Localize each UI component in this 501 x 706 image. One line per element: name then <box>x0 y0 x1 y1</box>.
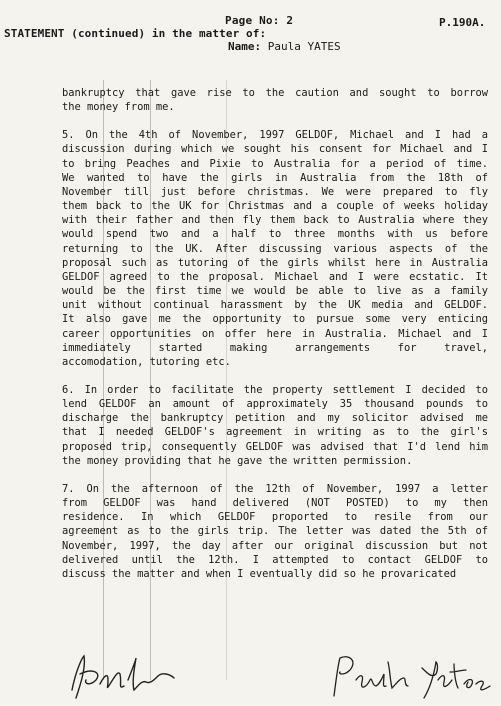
paragraph-line: to bring Peaches and Pixie to Australia for a period of time. <box>62 157 488 170</box>
page-number: Page No: 2 <box>225 14 294 27</box>
paragraph-line: the money providing that he gave the written permission. <box>62 454 413 467</box>
paragraph-line: 7. On the afternoon of the 12th of November, 1997 a letter <box>62 482 488 495</box>
witness-signature <box>62 650 192 704</box>
paragraph-line: immediately started making arrangements for travel, <box>62 341 488 354</box>
paragraph-line: discharge the bankruptcy petition and my solicitor advised me <box>62 412 488 425</box>
paragraph-line: residence. In which GELDOF proported to resile from our <box>62 511 488 524</box>
paula-yates-signature <box>326 650 496 704</box>
paragraph-line: proposal such as tutoring of the girls whilst here in Australia <box>62 256 488 269</box>
paragraph-line: the money from me. <box>62 101 175 114</box>
paragraph-line: returning to the UK. After discussing various aspects of the <box>62 242 488 255</box>
paragraph-line: discussion during which we sought his consent for Michael and I <box>62 143 488 156</box>
paragraph-line: would spend two and a half to three months with us before <box>62 228 488 241</box>
paragraph-line: unit without continual harassment by the UK media and GELDOF. <box>62 299 488 312</box>
paragraph-line: lend GELDOF an amount of approximately 35 thousand pounds to <box>62 398 488 411</box>
statement-paragraph <box>62 383 488 468</box>
paragraph-line: We wanted to have the girls in Australia from the 18th of <box>62 171 488 184</box>
statement-body <box>62 86 488 595</box>
paragraph-line: proposed trip, consequently GELDOF was advised that I'd lend him <box>62 440 488 453</box>
paragraph-line: career opportunities on offer here in Australia. Michael and I <box>62 327 488 340</box>
name-label: Name: <box>228 40 262 53</box>
statement-paragraph <box>62 128 488 369</box>
paragraph-line: from GELDOF was hand delivered (NOT POSTED) to my then <box>62 497 488 510</box>
signatures <box>0 650 501 706</box>
paragraph-line: 5. On the 4th of November, 1997 GELDOF, Michael and I had a <box>62 129 488 142</box>
name-value: Paula YATES <box>267 40 341 53</box>
name-line <box>228 40 341 53</box>
paragraph-line: with their father and then fly them back to Australia where they <box>62 214 488 227</box>
paragraph-line: accomodation, tutoring etc. <box>62 355 231 368</box>
paragraph-line: them back to the UK for Christmas and a couple of weeks holiday <box>62 200 488 213</box>
paragraph-line: delivered until the 12th. I attempted to contact GELDOF to <box>62 553 488 566</box>
paragraph-line: bankruptcy that gave rise to the caution and sought to borrow <box>62 87 488 99</box>
paragraph-line: would be the first time we would be able to live as a family <box>62 285 488 298</box>
paragraph-line: November, 1997, the day after our original discussion but not <box>62 539 488 552</box>
statement-paragraph <box>62 86 488 114</box>
paragraph-line: November till just before christmas. We were prepared to fly <box>62 185 488 198</box>
paragraph-line: GELDOF agreed to the proposal. Michael and I were ecstatic. It <box>62 270 488 283</box>
paragraph-line: that I needed GELDOF's agreement in writing as to the girl's <box>62 426 488 439</box>
statement-paragraph <box>62 482 488 581</box>
paragraph-line: discuss the matter and when I eventually did so he provaricated <box>62 567 457 580</box>
paragraph-line: agreement as to the girls trip. The letter was dated the 5th of <box>62 525 488 538</box>
paragraph-line: 6. In order to facilitate the property settlement I decided to <box>62 383 488 396</box>
paragraph-line: It also gave me the opportunity to pursue some very enticing <box>62 313 488 326</box>
statement-title: STATEMENT (continued) in the matter of: <box>4 27 267 40</box>
document-reference: P.190A. <box>439 16 486 29</box>
